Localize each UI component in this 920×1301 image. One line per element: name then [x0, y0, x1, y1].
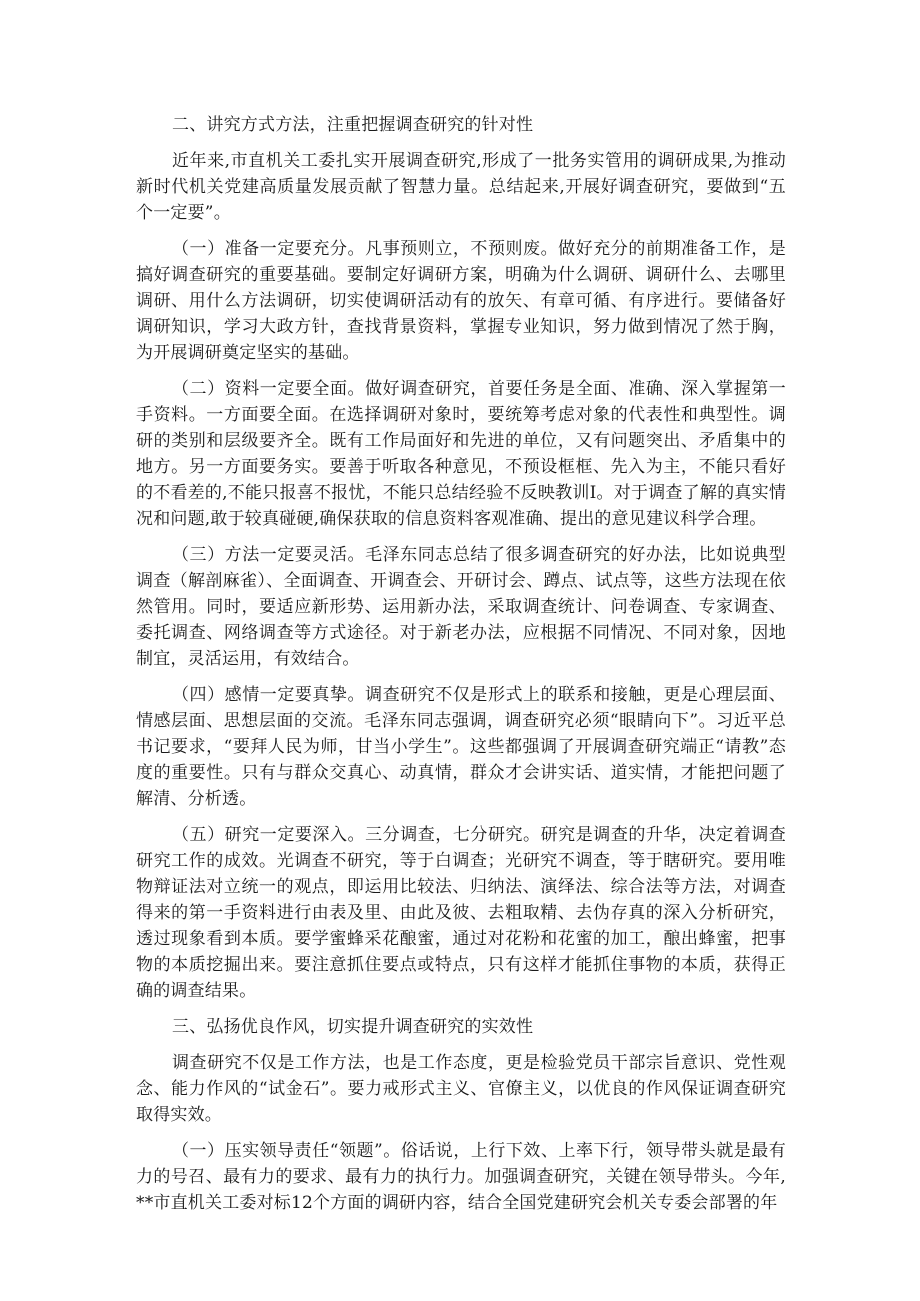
- section-heading-3: 三、弘扬优良作风，切实提升调查研究的实效性: [172, 1017, 534, 1037]
- paragraph-style-intro: 调查研究不仅是工作方法，也是工作态度，更是检验党员干部宗旨意识、党性观念、能力作风的“试金石”。要力戒形式主义、官僚主义，以优良的作风保证调查研究取得实效。: [136, 1053, 786, 1125]
- section-heading-2: 二、讲究方式方法，注重把握调查研究的针对性: [172, 115, 534, 135]
- paragraph-leadership: （一）压实领导责任“领题”。俗话说，上行下效、上率下行，领导带头就是最有力的号召、最有力的要求、最有力的执行力。加强调查研究，关键在领导带头。今年,**市直机关工委对标12个方面的调研内容，结合全国党建研究会机关专委会部署的年: [136, 1141, 786, 1213]
- paragraph-materials: （二）资料一定要全面。做好调查研究，首要任务是全面、准确、深入掌握第一手资料。一方面要全面。在选择调研对象时，要统筹考虑对象的代表性和典型性。调研的类别和层级要齐全。既有工作局面好和先进的单位，又有问题突出、矛盾集中的地方。另一方面要务实。要善于听取各种意见，不预设框框、先入为主，不能只看好的不看差的,不能只报喜不报忧，不能只总结经验不反映教训I。对于调查了解的真实情况和问题,敢于较真碰硬,确保获取的信息资料客观准确、提出的意见建议科学合理。: [136, 379, 786, 529]
- document-body: [136, 112, 786, 1226]
- paragraph-preparation: （一）准备一定要充分。凡事预则立，不预则废。做好充分的前期准备工作，是搞好调查研究的重要基础。要制定好调研方案，明确为什么调研、调研什么、去哪里调研、用什么方法调研，切实使调研活动有的放矢、有章可循、有序进行。要储备好调研知识，学习大政方针，查找背景资料，掌握专业知识，努力做到情况了然于胸，为开展调研奠定坚实的基础。: [136, 239, 786, 363]
- paragraph-intro: 近年来,市直机关工委扎实开展调查研究,形成了一批务实管用的调研成果,为推动新时代机关党建高质量发展贡献了智慧力量。总结起来,开展好调查研究，要做到“五个一定要”。: [136, 151, 786, 223]
- paragraph-emotion: （四）感情一定要真挚。调查研究不仅是形式上的联系和接触，更是心理层面、情感层面、思想层面的交流。毛泽东同志强调，调查研究必须“眼睛向下”。习近平总书记要求，“要拜人民为师，甘当小学生”。这些都强调了开展调查研究端正“请教”态度的重要性。只有与群众交真心、动真情，群众才会讲实话、道实情，才能把问题了解清、分析透。: [136, 685, 786, 809]
- paragraph-research: （五）研究一定要深入。三分调查，七分研究。研究是调查的升华，决定着调查研究工作的成效。光调查不研究，等于白调查；光研究不调查，等于瞎研究。要用唯物辩证法对立统一的观点，即运用比较法、归纳法、演绎法、综合法等方法，对调查得来的第一手资料进行由表及里、由此及彼、去粗取精、去伪存真的深入分析研究，透过现象看到本质。要学蜜蜂采花酿蜜，通过对花粉和花蜜的加工，酿出蜂蜜，把事物的本质挖掘出来。要注意抓住要点或特点，只有这样才能抓住事物的本质，获得正确的调查结果。: [136, 825, 786, 1001]
- paragraph-methods: （三）方法一定要灵活。毛泽东同志总结了很多调查研究的好办法，比如说典型调查（解剖麻雀）、全面调查、开调查会、开研讨会、蹲点、试点等，这些方法现在依然管用。同时，要适应新形势、运用新办法，采取调查统计、问卷调查、专家调查、委托调查、网络调查等方式途径。对于新老办法，应根据不同情况、不同对象，因地制宜，灵活运用，有效结合。: [136, 545, 786, 669]
